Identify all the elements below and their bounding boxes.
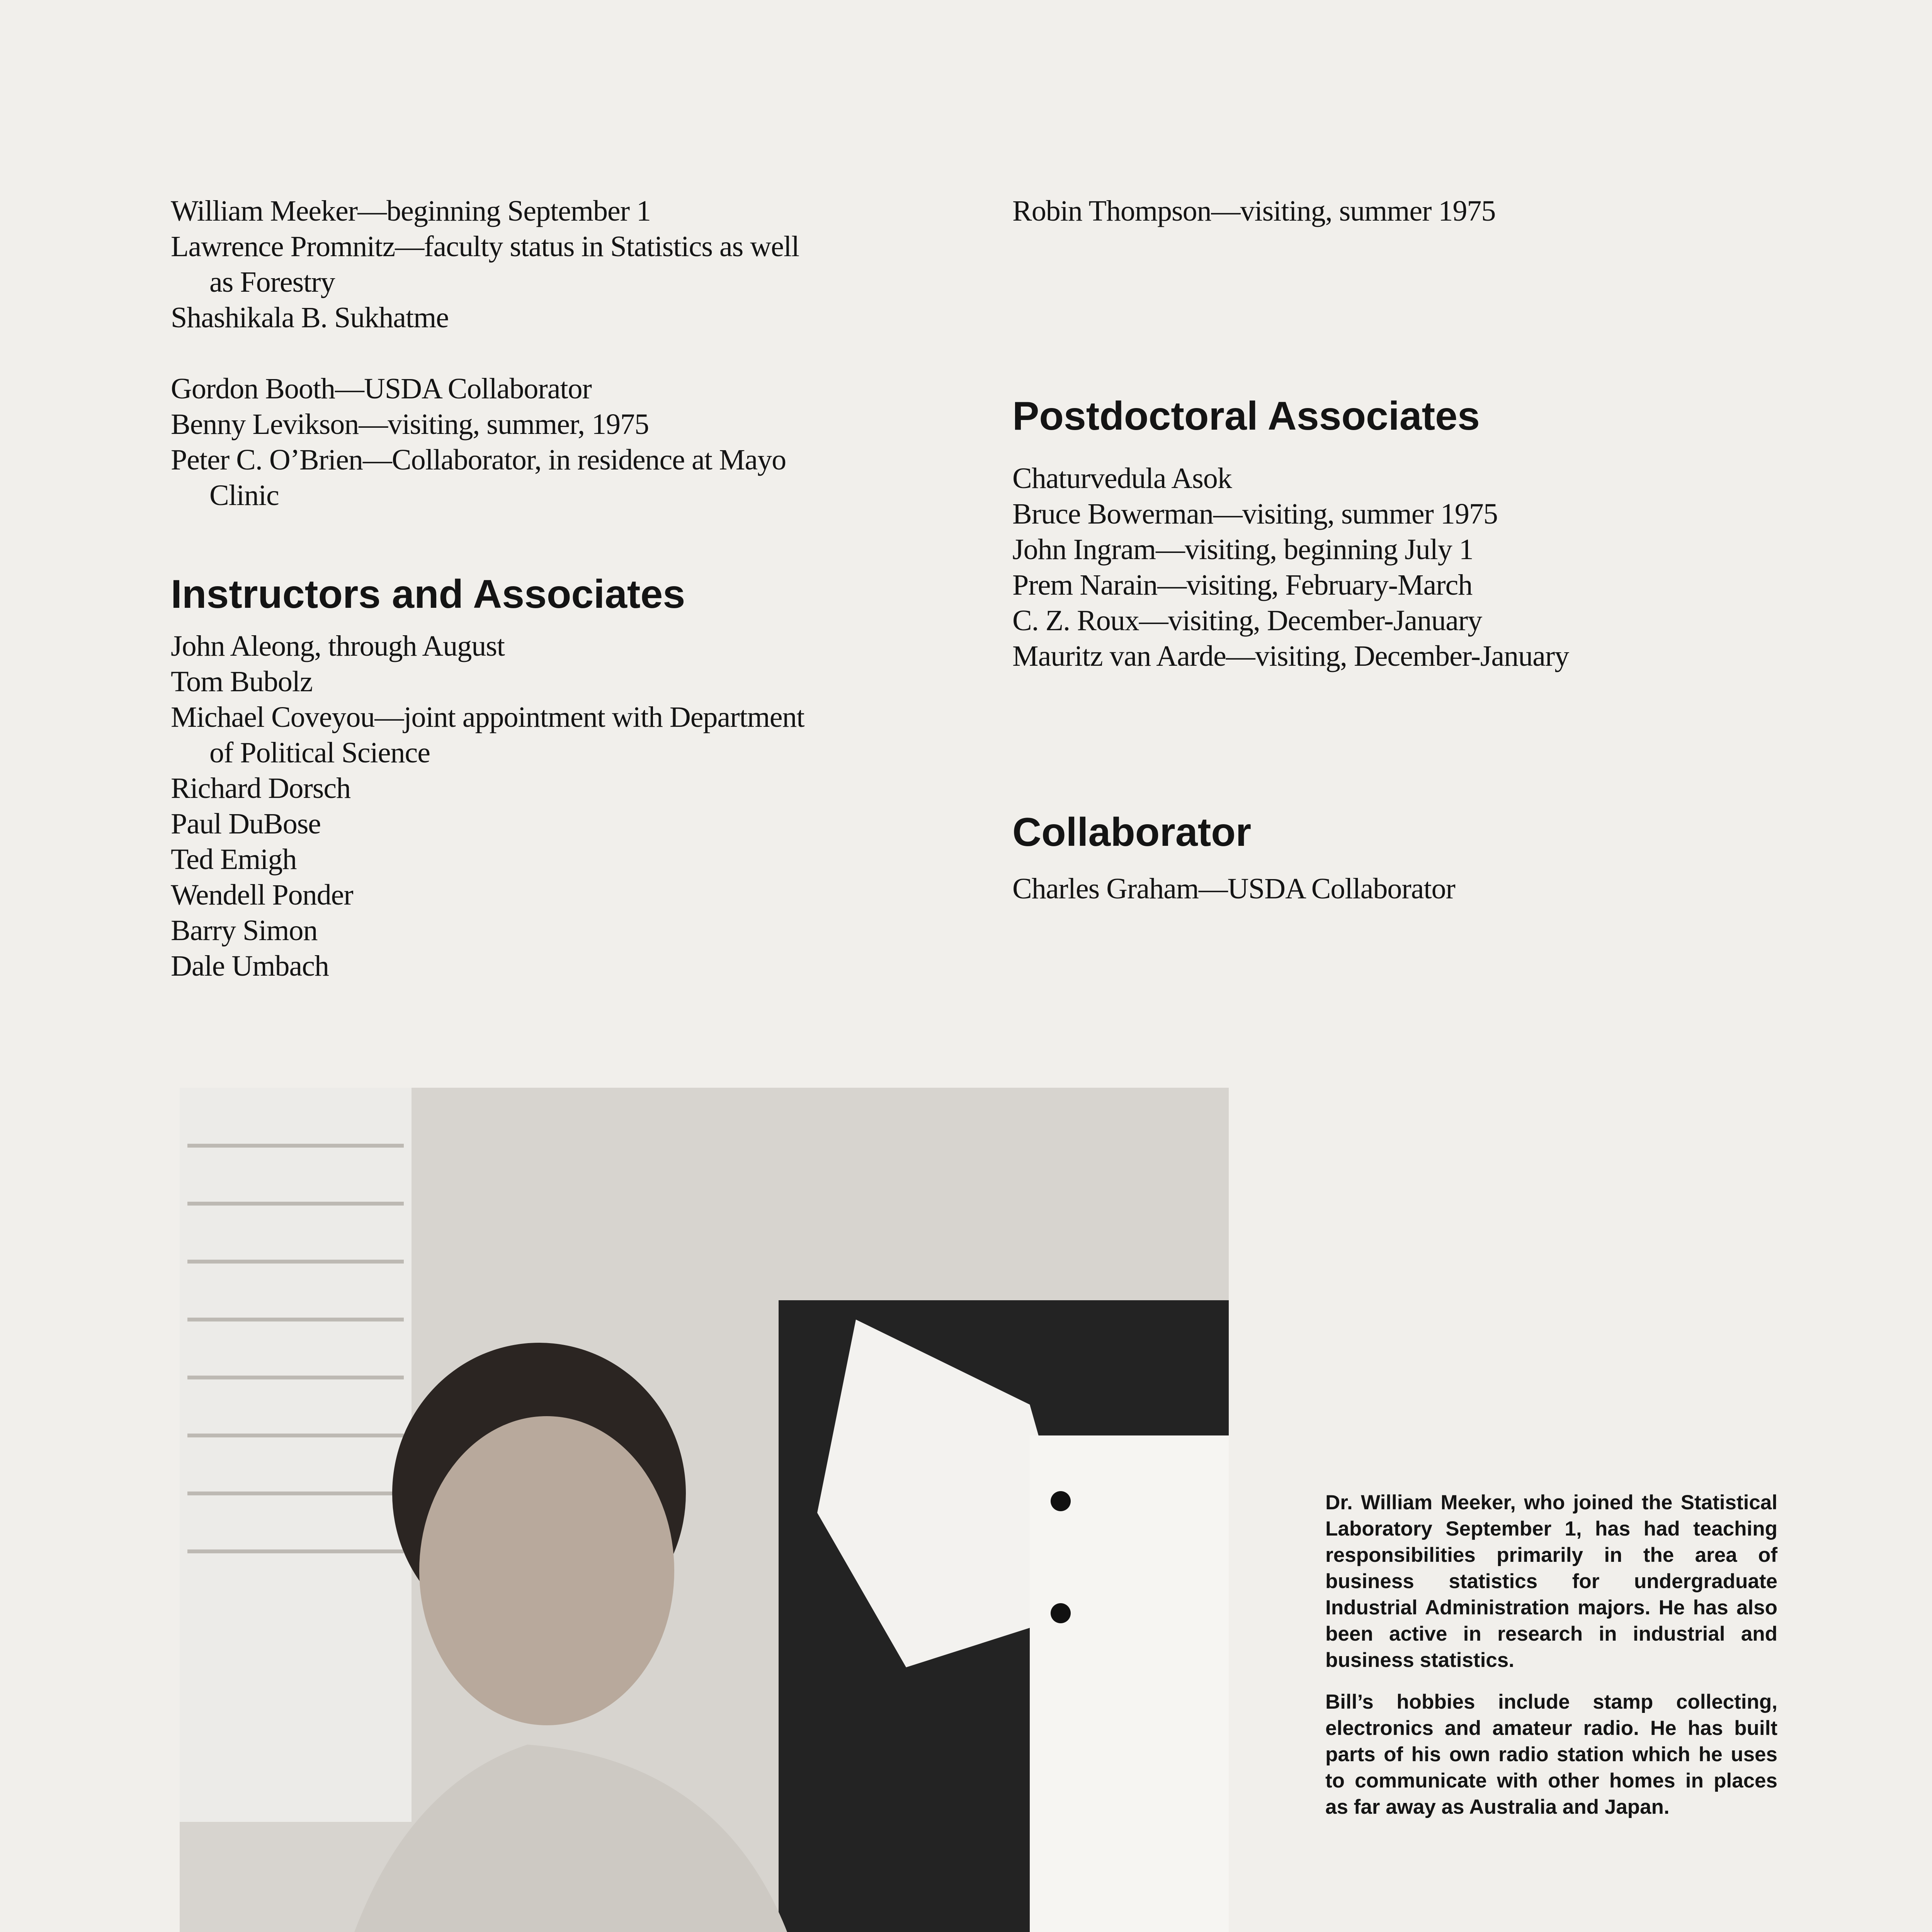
postdoc-entry: Bruce Bowerman—visiting, summer 1975 <box>1012 498 1498 530</box>
spacer <box>171 335 994 371</box>
staff-entry: Benny Levikson—visiting, summer, 1975 <box>171 408 649 440</box>
instructors-list <box>171 628 994 984</box>
portrait-illustration <box>180 1088 1229 1932</box>
staff-entry: as Forestry <box>209 266 335 298</box>
spacer <box>1012 229 1793 393</box>
spacer <box>171 513 994 571</box>
instructor-entry: Barry Simon <box>171 914 318 947</box>
spacer <box>171 617 994 628</box>
collaborator-entry: Charles Graham—USDA Collaborator <box>1012 872 1455 905</box>
spacer <box>1012 674 1793 809</box>
staff-list-group-2 <box>171 371 994 513</box>
instructors-heading: Instructors and Associates <box>171 572 685 617</box>
photo-caption <box>1325 1490 1777 1836</box>
postdoc-entry: C. Z. Roux—visiting, December-January <box>1012 604 1482 637</box>
instructor-entry: Dale Umbach <box>171 950 329 982</box>
instructor-entry: Wendell Ponder <box>171 879 353 911</box>
instructor-entry: Paul DuBose <box>171 808 321 840</box>
staff-entry: Shashikala B. Sukhatme <box>171 301 449 334</box>
postdoc-list <box>1012 461 1793 674</box>
postdoc-entry: Prem Narain—visiting, February-March <box>1012 569 1473 601</box>
staff-entry: Lawrence Promnitz—faculty status in Statistics as well <box>171 230 799 263</box>
staff-entry: Peter C. O’Brien—Collaborator, in residence at Mayo <box>171 444 786 476</box>
collaborator-list <box>1012 871 1793 906</box>
staff-entry: William Meeker—beginning September 1 <box>171 195 651 227</box>
instructor-entry: Tom Bubolz <box>171 665 313 698</box>
postdoc-entry: Chaturvedula Asok <box>1012 462 1232 495</box>
spacer <box>1012 855 1793 871</box>
robin-thompson-line: Robin Thompson—visiting, summer 1975 <box>1012 195 1496 227</box>
instructor-entry: Ted Emigh <box>171 843 297 876</box>
instructor-entry: of Political Science <box>209 736 430 769</box>
staff-entry: Gordon Booth—USDA Collaborator <box>171 372 592 405</box>
collaborator-heading: Collaborator <box>1012 810 1252 855</box>
staff-entry: Clinic <box>209 479 279 512</box>
postdoc-entry: Mauritz van Aarde—visiting, December-January <box>1012 640 1569 672</box>
spacer <box>1012 439 1793 461</box>
caption-paragraph-2: Bill’s hobbies include stamp collecting, electronics and amateur radio. He has built parts of his own radio station which he uses to communicate with other homes in places as far away as Australia and Japan. <box>1325 1690 1777 1818</box>
instructor-entry: Richard Dorsch <box>171 772 351 804</box>
staff-list-group-1 <box>171 193 994 335</box>
instructor-entry: John Aleong, through August <box>171 630 505 662</box>
postdoc-entry: John Ingram—visiting, beginning July 1 <box>1012 533 1473 566</box>
postdoc-heading: Postdoctoral Associates <box>1012 394 1480 439</box>
instructor-entry: Michael Coveyou—joint appointment with Department <box>171 701 804 733</box>
caption-paragraph-1: Dr. William Meeker, who joined the Statistical Laboratory September 1, has had teaching responsibilities primarily in the area of business statistics for undergraduate Industrial Administration majors. He has also been active in research in industrial and business statistics. <box>1325 1491 1777 1672</box>
portrait-photo <box>180 1088 1229 1932</box>
right-column <box>1012 193 1793 906</box>
left-column <box>171 193 994 984</box>
